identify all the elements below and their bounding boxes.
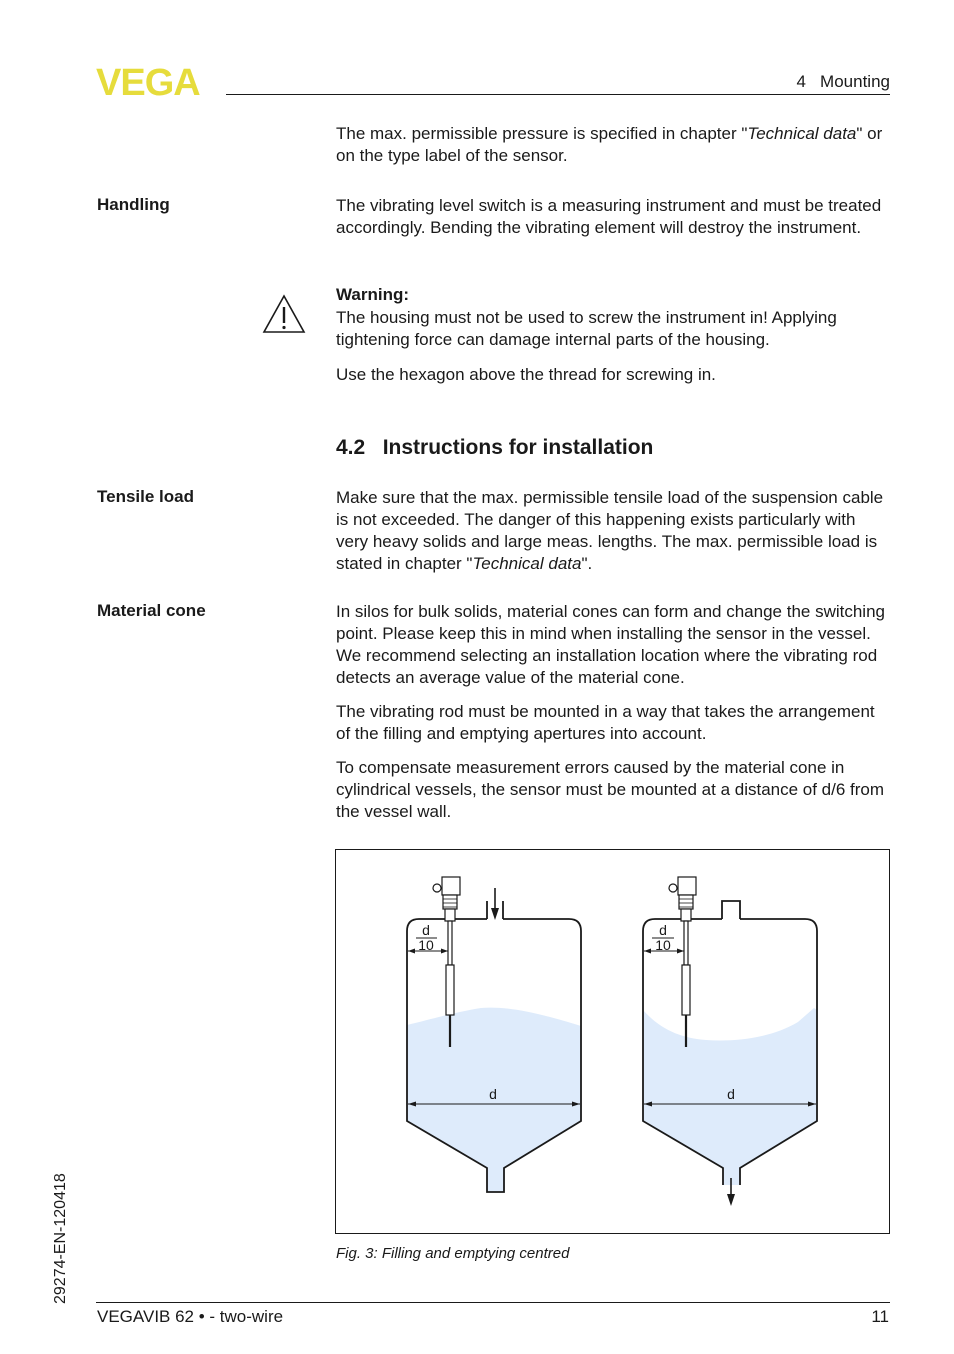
figure-frame	[335, 849, 890, 1234]
intro-text-italic: Technical data	[747, 124, 857, 143]
fraction-numerator-right: d	[659, 922, 667, 938]
tensile-text-1: Make sure that the max. permissible tensile load of the suspension cable is not exceeded. The danger of this happening exists particularly with very heavy solids and large meas. lengths. The max. permissible load is stated in chapter "	[336, 488, 884, 573]
footer-product: VEGAVIB 62 • - two-wire	[97, 1307, 284, 1326]
material-cone-label: Material cone	[97, 601, 206, 620]
material-cone-p2: The vibrating rod must be mounted in a way that takes the arrangement of the filling and emptying apertures into account.	[336, 702, 875, 743]
silo-diagram	[336, 850, 889, 1233]
fraction-denominator-left: 10	[418, 937, 434, 953]
handling-text: The vibrating level switch is a measuring instrument and must be treated accordingly. Bending the vibrating element will destroy the instrument.	[336, 196, 882, 237]
fraction-denominator-right: 10	[655, 937, 671, 953]
intro-text-1: The max. permissible pressure is specified in chapter "	[336, 124, 748, 143]
silo-right	[643, 877, 817, 1206]
figure-caption: Fig. 3: Filling and emptying centred	[336, 1245, 570, 1262]
tensile-text-italic: Technical data	[472, 554, 582, 573]
handling-label: Handling	[97, 195, 170, 214]
doc-id: 29274-EN-120418	[52, 1173, 69, 1304]
tensile-label: Tensile load	[97, 487, 194, 506]
wall-distance-dimension-right	[644, 922, 684, 954]
warning-icon	[262, 294, 306, 334]
diameter-label-right: d	[727, 1086, 735, 1102]
wall-distance-dimension-left	[408, 922, 448, 954]
hexagon-note: Use the hexagon above the thread for screwing in.	[336, 365, 716, 384]
intro-text-2: " or on the type label of the sensor.	[336, 124, 883, 165]
header-rule	[226, 94, 890, 95]
material-cone-p3: To compensate measurement errors caused by the material cone in cylindrical vessels, the sensor must be mounted at a distance of d/6 from the vessel wall.	[336, 758, 885, 821]
warning-text: The housing must not be used to screw the instrument in! Applying tightening force can damage internal parts of the housing.	[336, 308, 837, 349]
footer-rule	[96, 1302, 890, 1303]
intro-paragraph	[336, 123, 892, 167]
filling-arrow-icon	[491, 888, 499, 920]
vega-logo-text: VEGA	[96, 64, 200, 98]
warning-title: Warning:	[336, 285, 410, 304]
silo-left	[407, 877, 581, 1195]
section-heading: 4.2 Instructions for installation	[336, 436, 654, 459]
page-number: 11	[871, 1307, 889, 1326]
header-section: 4 Mounting	[796, 72, 890, 91]
tensile-text	[336, 487, 892, 575]
sensor-right-icon	[669, 877, 696, 1047]
vega-logo	[96, 64, 220, 98]
tensile-text-2: ".	[581, 554, 593, 573]
material-cone-p1: In silos for bulk solids, material cones can form and change the switching point. Please keep this in mind when installing the sensor in the vessel. We recommend selecting an installation location where the vibrating rod detects an average value of the material cone.	[336, 602, 885, 687]
diameter-label-left: d	[489, 1086, 497, 1102]
fraction-numerator-left: d	[422, 922, 430, 938]
